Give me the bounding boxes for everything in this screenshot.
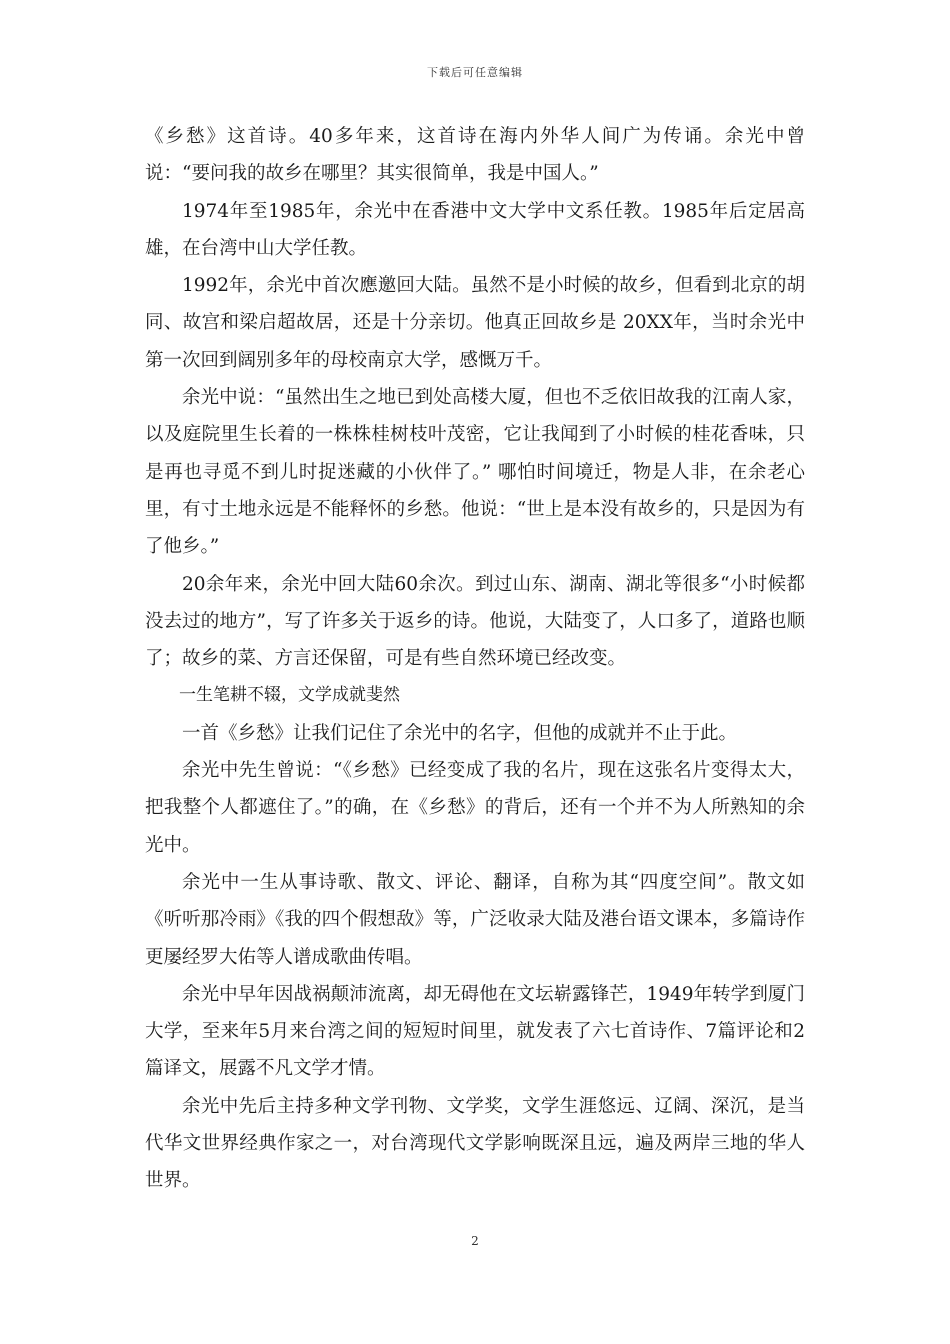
paragraph-2: 1974年至1985年，余光中在香港中文大学中文系任教。1985年后定居高雄，在台湾中山大学任教。 [145, 200, 805, 259]
page-number: 2 [471, 1234, 479, 1248]
paragraph-3: 1992年，余光中首次應邀回大陆。虽然不是小时候的故乡，但看到北京的胡同、故宫和梁启超故居，还是十分亲切。他真正回故乡是 20XX年，当时余光中第一次回到阔别多年的母校南京大学，感慨万千。 [145, 275, 805, 371]
paragraph-1: 《乡愁》这首诗。40多年来，这首诗在海内外华人间广为传诵。余光中曾说：“要问我的故乡在哪里？其实很简单，我是中国人。” [145, 126, 805, 185]
paragraph-10: 余光中先后主持多种文学刊物、文学奖，文学生涯悠远、辽阔、深沉，是当代华文世界经典作家之一，对台湾现代文学影响既深且远，遍及两岸三地的华人世界。 [145, 1095, 805, 1192]
paragraph-9: 余光中早年因战祸颠沛流离，却无碍他在文坛崭露锋芒，1949年转学到厦门大学，至来年5月来台湾之间的短短时间里，就发表了六七首诗作、7篇评论和2篇译文，展露不凡文学才情。 [145, 983, 805, 1080]
paragraph-5: 20余年来，余光中回大陆60余次。到过山东、湖南、湖北等很多“小时候都没去过的地方”，写了许多关于返乡的诗。他说，大陆变了，人口多了，道路也顺了；故乡的菜、方言还保留，可是有些自然环境已经改变。 [145, 573, 805, 670]
paragraph-8: 余光中一生从事诗歌、散文、评论、翻译，自称为其“四度空间”。散文如《听听那冷雨》《我的四个假想敌》等，广泛收录大陆及港台语文课本，多篇诗作更屡经罗大佑等人谱成歌曲传唱。 [145, 871, 805, 968]
paragraph-7: 余光中先生曾说：“《乡愁》已经变成了我的名片，现在这张名片变得太大，把我整个人都遮住了。”的确，在《乡愁》的背后，还有一个并不为人所熟知的余光中。 [145, 760, 805, 856]
page-header: 下载后可任意编辑 [427, 66, 523, 79]
paragraph-4: 余光中说：“虽然出生之地已到处高楼大厦，但也不乏依旧故我的江南人家，以及庭院里生长着的一株株桂树枝叶茂密，它让我闻到了小时候的桂花香味，只是再也寻觅不到儿时捉迷藏的小伙伴了。” 哪怕时间境迁，物是人非，在余老心里，有寸土地永远是不能释怀的乡愁。他说：“世上是本没有故乡的，只是因为有了他乡。” [145, 387, 805, 558]
section-heading: 一生笔耕不辍，文学成就斐然 [179, 685, 400, 706]
document-body [145, 118, 805, 1200]
paragraph-6: 一首《乡愁》让我们记住了余光中的名字，但他的成就并不止于此。 [182, 722, 738, 744]
